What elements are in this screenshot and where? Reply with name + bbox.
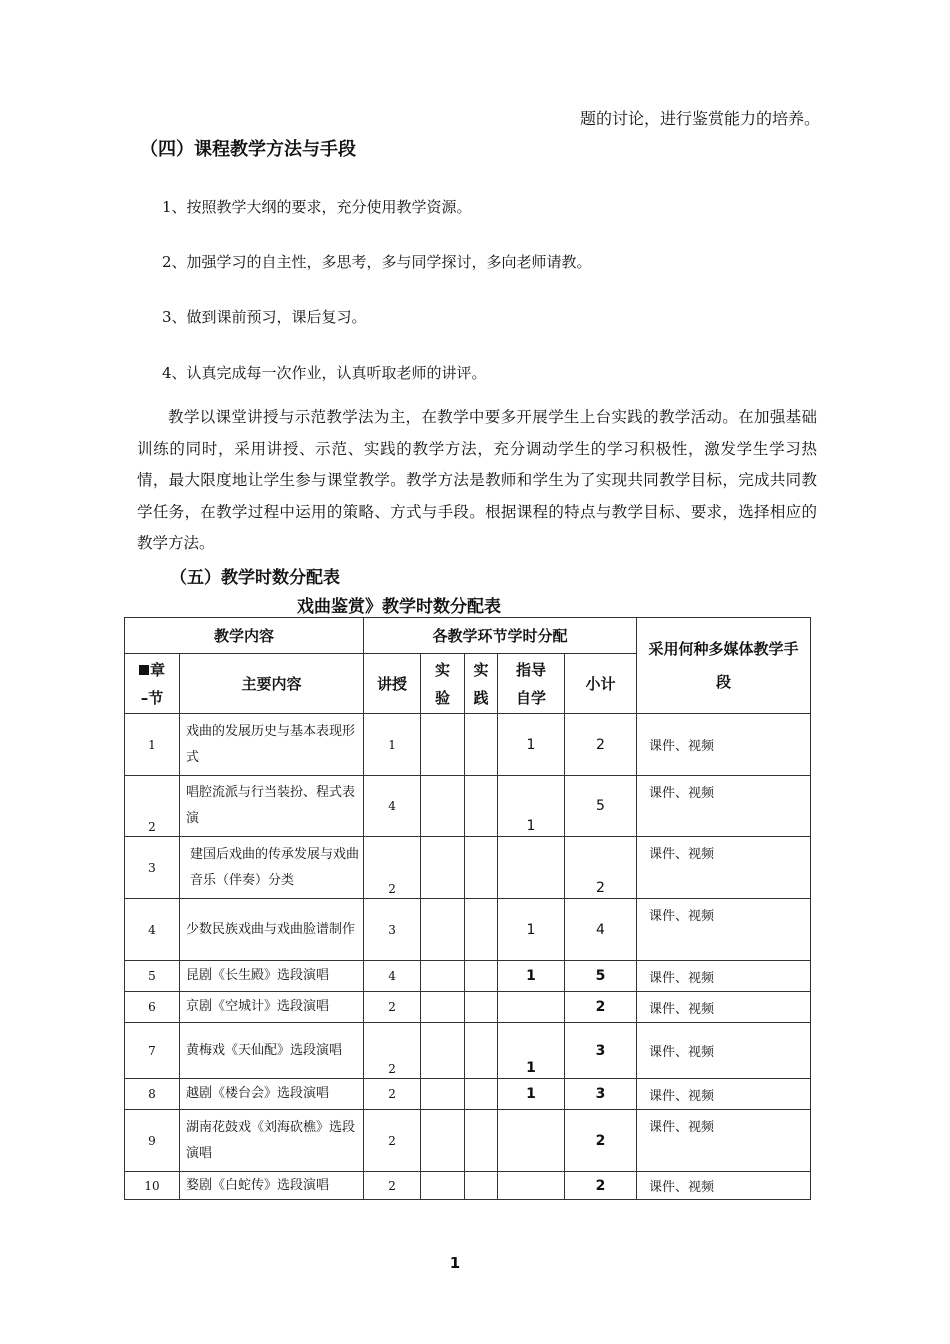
table-row [125,1110,811,1172]
row-subtotal: 5 [565,961,637,992]
row-lecture: 4 [364,961,421,992]
header-practice: 实 践 [465,654,498,714]
header-media: 采用何种多媒体教学手段 [637,618,811,714]
row-media: 课件、视频 [637,961,811,992]
row-guided [498,837,565,899]
row-content: 越剧《楼台会》选段演唱 [180,1079,364,1110]
table-row [125,776,811,837]
header-lecture: 讲授 [364,654,421,714]
row-number: 4 [125,899,180,961]
row-guided: 1 [498,714,565,776]
row-practice [465,899,498,961]
header-hour-allocation: 各教学环节学时分配 [364,618,637,654]
row-guided [498,992,565,1023]
row-guided: 1 [498,961,565,992]
row-practice [465,837,498,899]
section5-heading: （五）教学时数分配表 [170,568,340,588]
row-media: 课件、视频 [637,714,811,776]
row-number: 9 [125,1110,180,1172]
row-guided: 1 [498,776,565,837]
row-experiment [421,714,465,776]
row-subtotal: 2 [565,714,637,776]
row-experiment [421,776,465,837]
method-paragraph: 教学以课堂讲授与示范教学法为主，在教学中要多开展学生上台实践的教学活动。在加强基础训练的同时，采用讲授、示范、实践的教学方法，充分调动学生的学习积极性，激发学生学习热情，最大限度地让学生参与课堂教学。教学方法是教师和学生为了实现共同教学目标，完成共同教学任务，在教学过程中运用的策略、方式与手段。根据课程的特点与教学目标、要求，选择相应的教学方法。 [137,408,817,552]
row-number: 1 [125,714,180,776]
list-item: 3、做到课前预习，课后复习。 [162,308,367,326]
table-row [125,1079,811,1110]
table-row [125,1023,811,1079]
row-practice [465,776,498,837]
table-row [125,837,811,899]
table-row [125,961,811,992]
row-guided: 1 [498,1079,565,1110]
header-main-content: 主要内容 [180,654,364,714]
row-practice [465,1023,498,1079]
row-practice [465,1110,498,1172]
row-lecture: 2 [364,1172,421,1200]
table-row [125,1172,811,1200]
row-media: 课件、视频 [637,899,811,961]
row-media: 课件、视频 [637,992,811,1023]
row-experiment [421,1110,465,1172]
row-subtotal: 4 [565,899,637,961]
row-guided [498,1172,565,1200]
row-number: 10 [125,1172,180,1200]
hours-allocation-table [124,617,811,1200]
row-content: 昆剧《长生殿》选段演唱 [180,961,364,992]
row-media: 课件、视频 [637,1110,811,1172]
table-row [125,714,811,776]
row-subtotal: 2 [565,992,637,1023]
row-subtotal: 3 [565,1023,637,1079]
row-experiment [421,1172,465,1200]
list-item: 4、认真完成每一次作业，认真听取老师的讲评。 [162,364,487,382]
row-media: 课件、视频 [637,1172,811,1200]
row-number: 3 [125,837,180,899]
list-item: 1、按照教学大纲的要求，充分使用教学资源。 [162,198,472,216]
header-guided-study: 指导 自学 [498,654,565,714]
row-lecture: 2 [364,1023,421,1079]
row-media: 课件、视频 [637,1023,811,1079]
row-lecture: 2 [364,992,421,1023]
row-content: 建国后戏曲的传承发展与戏曲音乐（伴奏）分类 [180,837,364,899]
row-subtotal: 2 [565,1110,637,1172]
intro-tail-text: 题的讨论，进行鉴赏能力的培养。 [579,109,820,128]
row-experiment [421,1023,465,1079]
row-lecture: 3 [364,899,421,961]
row-practice [465,961,498,992]
row-experiment [421,899,465,961]
row-practice [465,992,498,1023]
row-content: 戏曲的发展历史与基本表现形式 [180,714,364,776]
row-lecture: 2 [364,837,421,899]
row-content: 黄梅戏《天仙配》选段演唱 [180,1023,364,1079]
row-subtotal: 3 [565,1079,637,1110]
header-experiment: 实 验 [421,654,465,714]
row-number: 6 [125,992,180,1023]
row-subtotal: 2 [565,837,637,899]
row-experiment [421,992,465,1023]
section4-heading: （四）课程教学方法与手段 [140,139,356,160]
row-number: 8 [125,1079,180,1110]
row-guided: 1 [498,899,565,961]
table-row [125,899,811,961]
row-content: 婺剧《白蛇传》选段演唱 [180,1172,364,1200]
row-number: 5 [125,961,180,992]
header-teaching-content: 教学内容 [125,618,364,654]
row-media: 课件、视频 [637,837,811,899]
square-bullet-icon [139,665,149,675]
row-practice [465,1079,498,1110]
row-content: 少数民族戏曲与戏曲脸谱制作 [180,899,364,961]
row-experiment [421,837,465,899]
row-subtotal: 2 [565,1172,637,1200]
page-number: 1 [449,1254,461,1272]
row-experiment [421,1079,465,1110]
table-row [125,992,811,1023]
row-lecture: 1 [364,714,421,776]
row-content: 京剧《空城计》选段演唱 [180,992,364,1023]
row-content: 唱腔流派与行当装扮、程式表演 [180,776,364,837]
row-practice [465,1172,498,1200]
header-subtotal: 小计 [565,654,637,714]
row-number: 7 [125,1023,180,1079]
row-practice [465,714,498,776]
row-guided [498,1110,565,1172]
row-lecture: 2 [364,1079,421,1110]
table-caption: 戏曲鉴赏》教学时数分配表 [297,597,501,617]
list-item: 2、加强学习的自主性，多思考，多与同学探讨，多向老师请教。 [162,253,592,271]
row-lecture: 2 [364,1110,421,1172]
row-experiment [421,961,465,992]
row-guided: 1 [498,1023,565,1079]
row-content: 湖南花鼓戏《刘海砍樵》选段演唱 [180,1110,364,1172]
row-media: 课件、视频 [637,776,811,837]
row-number: 2 [125,776,180,837]
row-media: 课件、视频 [637,1079,811,1110]
row-lecture: 4 [364,776,421,837]
header-chapter: 章 –节 [125,654,180,714]
row-subtotal: 5 [565,776,637,837]
